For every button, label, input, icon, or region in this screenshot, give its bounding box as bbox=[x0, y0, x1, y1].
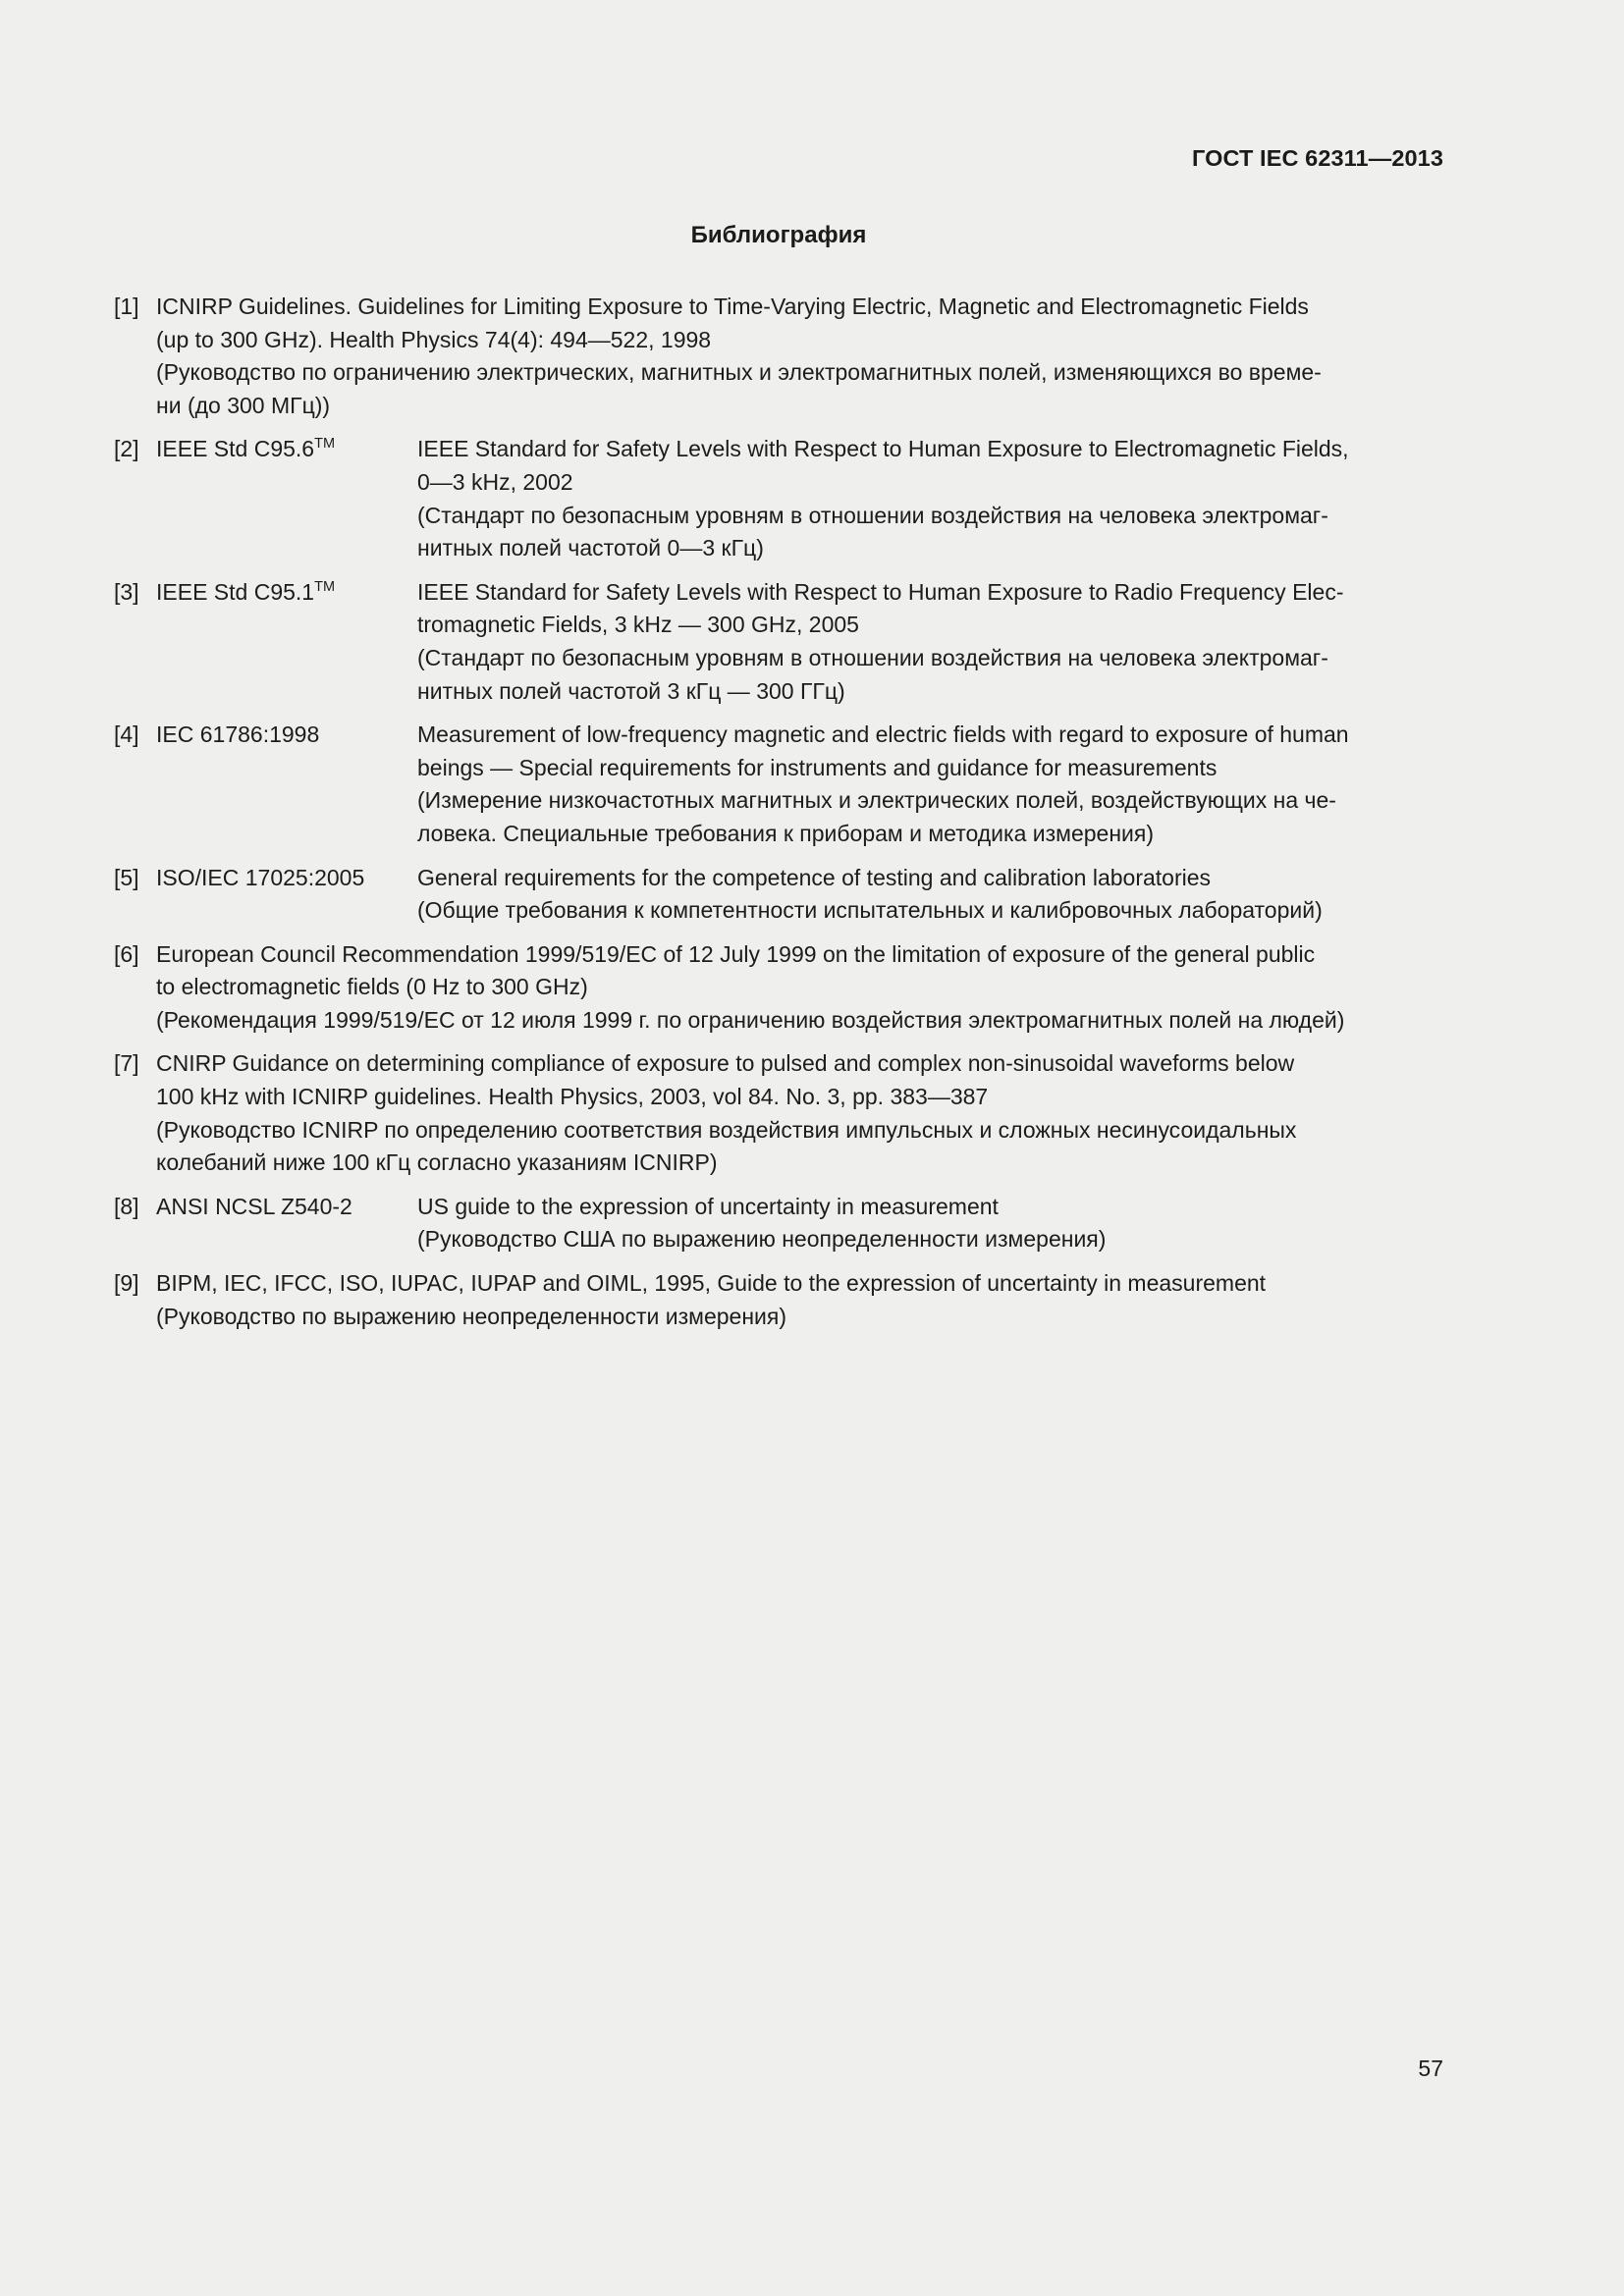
bibliography-entry bbox=[114, 1267, 1443, 1333]
bibliography-entry bbox=[114, 862, 1443, 928]
reference-text bbox=[417, 1191, 1443, 1256]
entry-body bbox=[156, 1191, 1443, 1256]
entry-body bbox=[156, 291, 1443, 422]
entry-line: European Council Recommendation 1999/519/EC of 12 July 1999 on the limitation of exposure of the general public bbox=[156, 940, 1316, 967]
bibliography-entry bbox=[114, 719, 1443, 850]
entry-line: нитных полей частотой 3 кГц — 300 ГГц) bbox=[417, 677, 845, 704]
entry-line: tromagnetic Fields, 3 kHz — 300 GHz, 2005 bbox=[417, 612, 859, 638]
entry-line: нитных полей частотой 0—3 кГц) bbox=[417, 535, 764, 561]
page-title: Библиография bbox=[690, 222, 867, 248]
trademark-superscript: TM bbox=[314, 436, 336, 453]
reference-identifier-text: IEEE Std C95.6 bbox=[156, 436, 315, 462]
entry-number: [9] bbox=[114, 1270, 139, 1297]
entry-body bbox=[156, 576, 1443, 708]
entry-line: (Руководство США по выражению неопределенности измерения) bbox=[417, 1226, 1107, 1253]
entry-line: (Рекомендация 1999/519/ЕС от 12 июля 1999 г. по ограничению воздействия электромагнитных полей на людей) bbox=[156, 1006, 1345, 1033]
entry-number: [6] bbox=[114, 940, 139, 967]
entry-number: [8] bbox=[114, 1193, 139, 1219]
bibliography-entry bbox=[114, 576, 1443, 708]
entry-line: General requirements for the competence of testing and calibration laboratories bbox=[417, 864, 1212, 890]
entry-body bbox=[156, 1267, 1443, 1333]
entry-line: (Руководство по ограничению электрических, магнитных и электромагнитных полей, изменяющихся во време- bbox=[156, 359, 1322, 386]
entry-body bbox=[156, 719, 1443, 850]
entry-line: IEEE Standard for Safety Levels with Respect to Human Exposure to Electromagnetic Fields, bbox=[417, 436, 1349, 462]
running-header: ГОСТ IEC 62311—2013 bbox=[1192, 145, 1443, 171]
entry-line: beings — Special requirements for instruments and guidance for measurements bbox=[417, 754, 1218, 780]
entry-line: (Измерение низкочастотных магнитных и электрических полей, воздействующих на че- bbox=[417, 787, 1336, 814]
entry-number: [7] bbox=[114, 1050, 139, 1077]
reference-identifier bbox=[156, 1191, 417, 1224]
entry-line: 0—3 kHz, 2002 bbox=[417, 468, 573, 495]
entry-line: (Общие требования к компетентности испытательных и калибровочных лабораторий) bbox=[417, 897, 1323, 924]
entry-line: ни (до 300 МГц)) bbox=[156, 392, 331, 418]
entry-line: (Руководство ICNIRP по определению соответствия воздействия импульсных и сложных несинусоидальных bbox=[156, 1116, 1297, 1143]
bibliography-list bbox=[114, 291, 1443, 1333]
reference-text bbox=[417, 862, 1443, 928]
reference-identifier bbox=[156, 862, 417, 895]
bibliography-entry bbox=[114, 1191, 1443, 1256]
entry-body bbox=[156, 1047, 1443, 1179]
entry-number: [4] bbox=[114, 721, 139, 748]
reference-identifier-text: IEEE Std C95.1 bbox=[156, 578, 315, 605]
entry-columns bbox=[156, 1191, 1443, 1256]
reference-text bbox=[417, 433, 1443, 564]
entry-line: (up to 300 GHz). Health Physics 74(4): 494—522, 1998 bbox=[156, 326, 712, 352]
entry-line: Measurement of low-frequency magnetic and electric fields with regard to exposure of human bbox=[417, 721, 1349, 748]
bibliography-entry bbox=[114, 433, 1443, 564]
page-number: 57 bbox=[1418, 2056, 1443, 2081]
entry-number: [1] bbox=[114, 294, 139, 319]
entry-number: [3] bbox=[114, 578, 139, 605]
entry-line: CNIRP Guidance on determining compliance of exposure to pulsed and complex non-sinusoidal waveforms below bbox=[156, 1050, 1295, 1077]
reference-text bbox=[417, 576, 1443, 708]
reference-identifier-text: ANSI NCSL Z540-2 bbox=[156, 1193, 352, 1219]
entry-line: US guide to the expression of uncertainty in measurement bbox=[417, 1193, 999, 1219]
entry-line: to electromagnetic fields (0 Hz to 300 GHz) bbox=[156, 974, 588, 1000]
bibliography-entry bbox=[114, 291, 1443, 422]
entry-line: (Руководство по выражению неопределенности измерения) bbox=[156, 1303, 786, 1329]
entry-body bbox=[156, 938, 1443, 1038]
entry-number: [5] bbox=[114, 864, 139, 890]
entry-columns bbox=[156, 862, 1443, 928]
reference-identifier-text: ISO/IEC 17025:2005 bbox=[156, 864, 365, 890]
reference-identifier bbox=[156, 576, 417, 610]
entry-line: BIPM, IEC, IFCC, ISO, IUPAC, IUPAP and OIML, 1995, Guide to the expression of uncertainty in measurement bbox=[156, 1270, 1267, 1297]
reference-identifier-text: IEC 61786:1998 bbox=[156, 721, 320, 748]
entry-number: [2] bbox=[114, 436, 139, 462]
bibliography-entry bbox=[114, 938, 1443, 1038]
entry-line: (Стандарт по безопасным уровням в отношении воздействия на человека электромаг- bbox=[417, 644, 1328, 670]
bibliography-entry bbox=[114, 1047, 1443, 1179]
reference-identifier bbox=[156, 719, 417, 752]
entry-body bbox=[156, 433, 1443, 564]
entry-columns bbox=[156, 719, 1443, 850]
entry-line: 100 kHz with ICNIRP guidelines. Health Physics, 2003, vol 84. No. 3, pp. 383—387 bbox=[156, 1084, 989, 1110]
reference-text bbox=[417, 719, 1443, 850]
entry-body bbox=[156, 862, 1443, 928]
trademark-superscript: TM bbox=[314, 578, 336, 595]
reference-identifier bbox=[156, 433, 417, 466]
entry-line: ловека. Специальные требования к приборам и методика измерения) bbox=[417, 820, 1155, 846]
entry-line: колебаний ниже 100 кГц согласно указаниям ICNIRP) bbox=[156, 1149, 718, 1176]
entry-line: IEEE Standard for Safety Levels with Respect to Human Exposure to Radio Frequency Elec- bbox=[417, 578, 1344, 605]
entry-columns bbox=[156, 576, 1443, 708]
entry-line: (Стандарт по безопасным уровням в отношении воздействия на человека электромаг- bbox=[417, 502, 1328, 528]
entry-columns bbox=[156, 433, 1443, 564]
entry-line: ICNIRP Guidelines. Guidelines for Limiting Exposure to Time-Varying Electric, Magnetic and Electromagnetic Fields bbox=[156, 294, 1309, 319]
